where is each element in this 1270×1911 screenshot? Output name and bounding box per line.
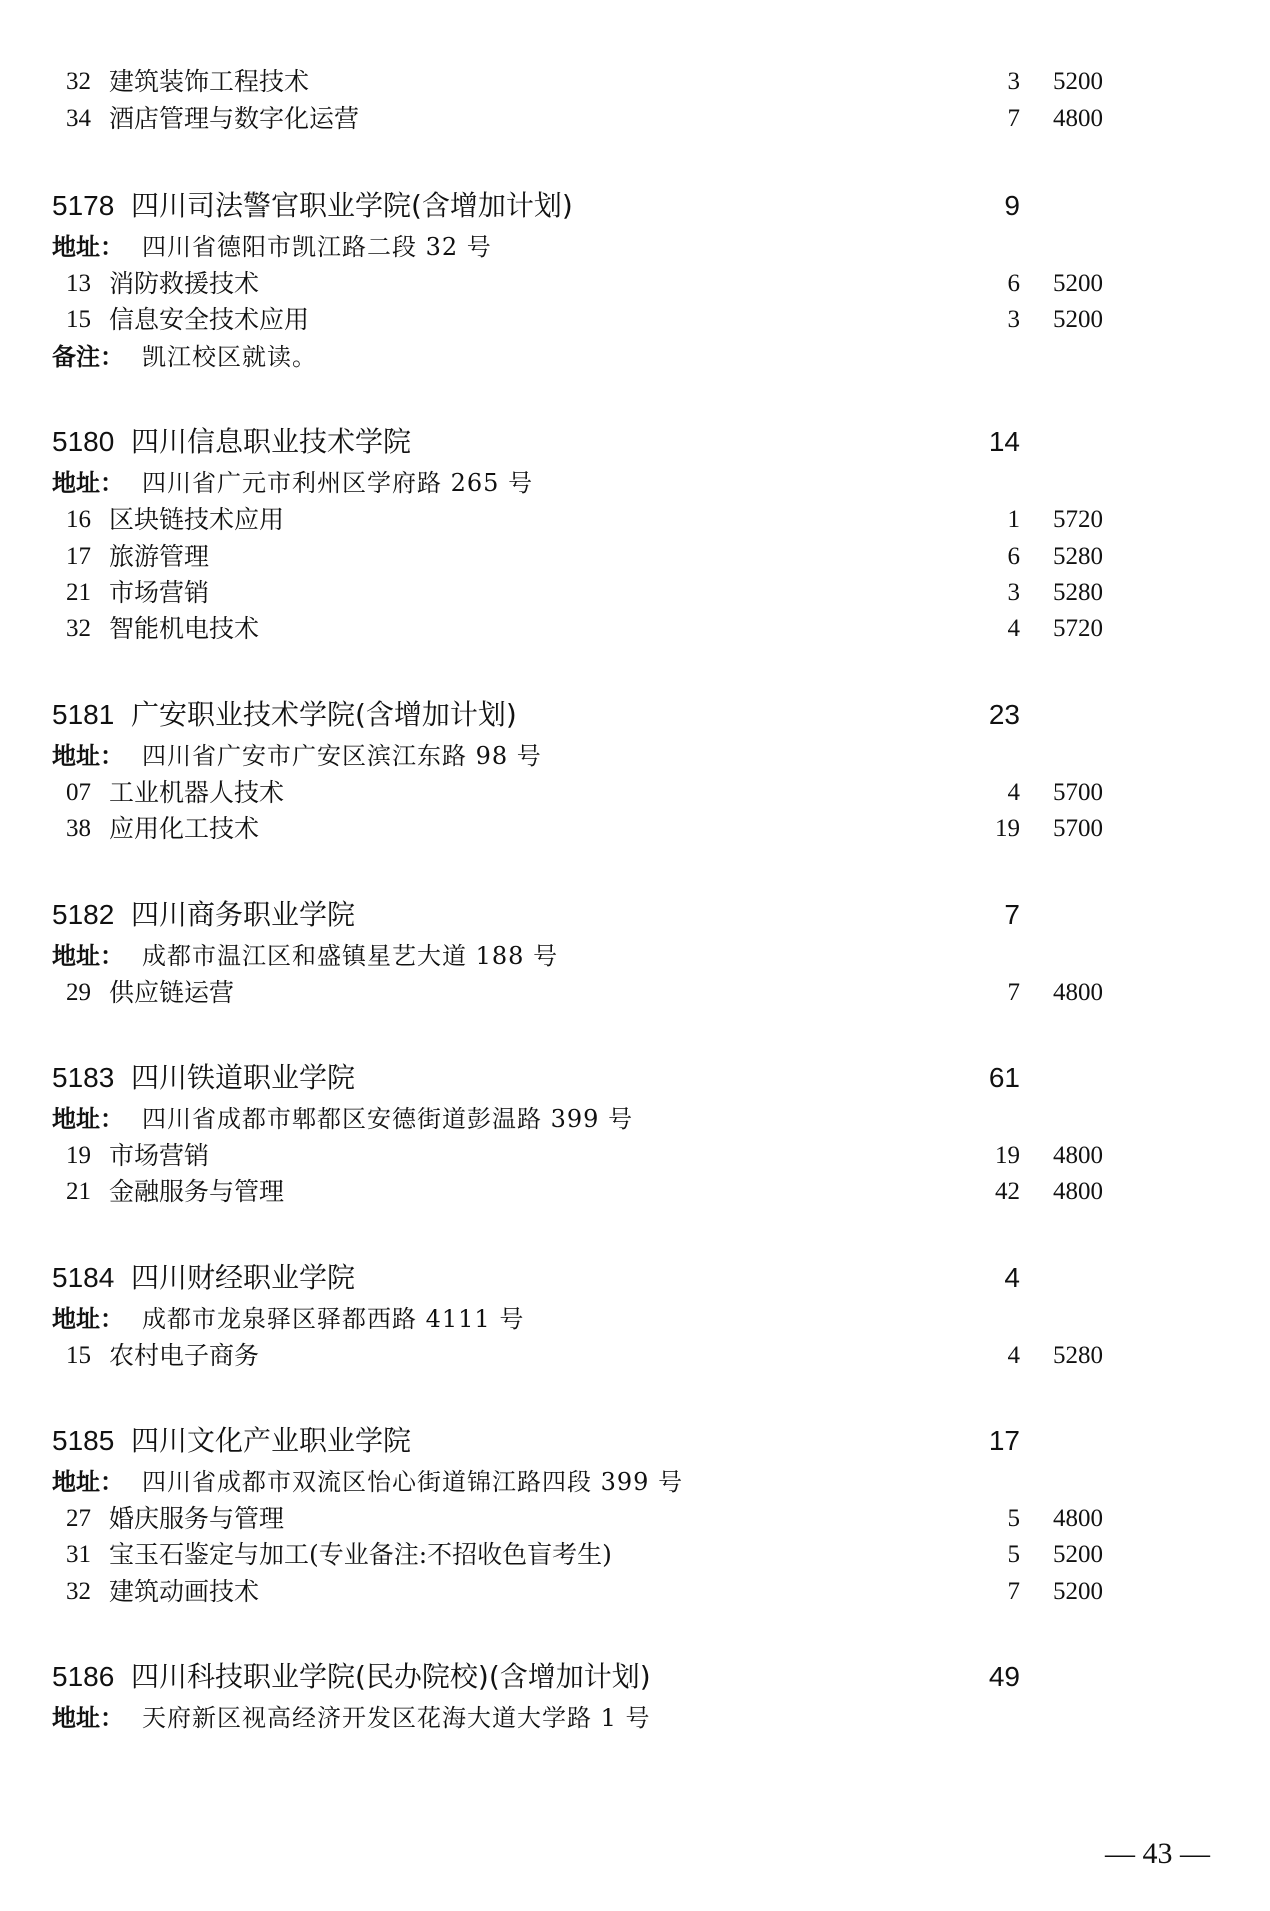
major-count: 1: [1007, 506, 1020, 533]
address-row: [0, 1700, 1270, 1736]
major-count: 7: [1007, 979, 1020, 1006]
address-label: 地址：: [52, 1305, 124, 1333]
major-name: 婚庆服务与管理: [109, 1504, 285, 1533]
address-value: 四川省广元市利州区学府路 265 号: [142, 469, 534, 497]
school-total: 61: [988, 1062, 1020, 1093]
major-count: 4: [1007, 1342, 1020, 1369]
major-fee: 4800: [1053, 1178, 1103, 1205]
address-row: [0, 1301, 1270, 1337]
major-row: [0, 502, 1270, 538]
major-row: [0, 775, 1270, 811]
major-code: 21: [66, 1178, 91, 1205]
major-count: 3: [1007, 68, 1020, 95]
school-header: [0, 1657, 1270, 1697]
major-row: [0, 1537, 1270, 1573]
major-code: 31: [66, 1541, 91, 1568]
major-row: [0, 539, 1270, 575]
major-count: 42: [995, 1178, 1020, 1205]
address-value: 天府新区视高经济开发区花海大道大学路 1 号: [142, 1704, 651, 1732]
major-fee: 5280: [1053, 579, 1103, 606]
school-name: 四川司法警官职业学院(含增加计划): [131, 189, 573, 222]
major-name: 建筑装饰工程技术: [109, 67, 310, 96]
school-header: [0, 1258, 1270, 1298]
major-fee: 5280: [1053, 1342, 1103, 1369]
major-fee: 5200: [1053, 1578, 1103, 1605]
major-fee: 5200: [1053, 270, 1103, 297]
major-count: 19: [995, 1142, 1020, 1169]
school-total: 4: [1004, 1262, 1020, 1293]
major-name: 建筑动画技术: [109, 1577, 260, 1606]
major-code: 32: [66, 68, 91, 95]
major-row: [0, 611, 1270, 647]
school-header: [0, 895, 1270, 935]
major-fee: 5720: [1053, 506, 1103, 533]
major-name: 供应链运营: [109, 978, 235, 1007]
major-count: 3: [1007, 306, 1020, 333]
address-label: 地址：: [52, 469, 124, 497]
address-value: 成都市龙泉驿区驿都西路 4111 号: [142, 1305, 525, 1333]
major-row: [0, 811, 1270, 847]
address-label: 地址：: [52, 1468, 124, 1496]
major-name: 区块链技术应用: [109, 505, 285, 534]
address-row: [0, 465, 1270, 501]
address-value: 四川省广安市广安区滨江东路 98 号: [142, 742, 542, 770]
address-row: [0, 1101, 1270, 1137]
address-value: 四川省成都市郫都区安德街道彭温路 399 号: [142, 1105, 634, 1133]
school-total: 9: [1004, 190, 1020, 221]
major-name: 应用化工技术: [109, 814, 260, 843]
major-fee: 4800: [1053, 979, 1103, 1006]
address-value: 四川省德阳市凯江路二段 32 号: [142, 233, 492, 261]
school-code: 5181: [52, 699, 115, 730]
major-row: [0, 1338, 1270, 1374]
note-value: 凯江校区就读。: [142, 343, 317, 371]
major-name: 消防救援技术: [109, 269, 260, 298]
major-fee: 4800: [1053, 1142, 1103, 1169]
major-fee: 4800: [1053, 105, 1103, 132]
school-name: 广安职业技术学院(含增加计划): [131, 698, 517, 731]
school-total: 14: [988, 426, 1020, 457]
major-code: 32: [66, 615, 91, 642]
major-count: 5: [1007, 1541, 1020, 1568]
address-row: [0, 229, 1270, 265]
major-code: 16: [66, 506, 91, 533]
major-row: [0, 64, 1270, 100]
major-fee: 5700: [1053, 779, 1103, 806]
major-count: 4: [1007, 779, 1020, 806]
school-header: [0, 695, 1270, 735]
address-label: 地址：: [52, 1105, 124, 1133]
major-row: [0, 302, 1270, 338]
major-count: 19: [995, 815, 1020, 842]
school-header: [0, 186, 1270, 226]
major-row: [0, 1574, 1270, 1610]
major-fee: 5280: [1053, 543, 1103, 570]
major-count: 7: [1007, 1578, 1020, 1605]
address-row: [0, 938, 1270, 974]
major-fee: 5200: [1053, 68, 1103, 95]
major-name: 宝玉石鉴定与加工(专业备注:不招收色盲考生): [109, 1540, 612, 1569]
major-row: [0, 1138, 1270, 1174]
school-total: 17: [988, 1425, 1020, 1456]
major-code: 34: [66, 105, 91, 132]
major-row: [0, 101, 1270, 137]
school-header: [0, 422, 1270, 462]
note-label: 备注：: [52, 343, 124, 371]
school-total: 49: [988, 1661, 1020, 1692]
major-fee: 4800: [1053, 1505, 1103, 1532]
major-row: [0, 975, 1270, 1011]
major-code: 07: [66, 779, 91, 806]
major-name: 酒店管理与数字化运营: [109, 104, 360, 133]
school-name: 四川文化产业职业学院: [131, 1424, 412, 1457]
major-name: 市场营销: [109, 578, 210, 607]
school-code: 5183: [52, 1062, 115, 1093]
school-code: 5182: [52, 899, 115, 930]
address-label: 地址：: [52, 233, 124, 261]
major-name: 信息安全技术应用: [109, 305, 310, 334]
school-name: 四川信息职业技术学院: [131, 425, 412, 458]
major-count: 4: [1007, 615, 1020, 642]
major-count: 3: [1007, 579, 1020, 606]
page-number: — 43 —: [1105, 1837, 1210, 1870]
major-name: 市场营销: [109, 1141, 210, 1170]
school-header: [0, 1058, 1270, 1098]
school-code: 5180: [52, 426, 115, 457]
address-row: [0, 1464, 1270, 1500]
major-count: 7: [1007, 105, 1020, 132]
school-total: 7: [1004, 899, 1020, 930]
major-fee: 5700: [1053, 815, 1103, 842]
school-code: 5185: [52, 1425, 115, 1456]
major-name: 农村电子商务: [109, 1341, 260, 1370]
major-code: 17: [66, 543, 91, 570]
address-value: 成都市温江区和盛镇星艺大道 188 号: [142, 942, 559, 970]
note-row: [0, 339, 1270, 375]
major-code: 15: [66, 306, 91, 333]
major-row: [0, 575, 1270, 611]
major-code: 38: [66, 815, 91, 842]
major-code: 13: [66, 270, 91, 297]
major-code: 19: [66, 1142, 91, 1169]
major-fee: 5720: [1053, 615, 1103, 642]
major-fee: 5200: [1053, 306, 1103, 333]
school-name: 四川铁道职业学院: [131, 1061, 356, 1094]
school-header: [0, 1421, 1270, 1461]
address-label: 地址：: [52, 942, 124, 970]
major-code: 15: [66, 1342, 91, 1369]
major-code: 32: [66, 1578, 91, 1605]
major-count: 6: [1007, 270, 1020, 297]
major-code: 29: [66, 979, 91, 1006]
major-row: [0, 1501, 1270, 1537]
major-row: [0, 1174, 1270, 1210]
major-code: 27: [66, 1505, 91, 1532]
school-name: 四川商务职业学院: [131, 898, 356, 931]
school-name: 四川科技职业学院(民办院校)(含增加计划): [131, 1660, 651, 1693]
address-row: [0, 738, 1270, 774]
major-name: 工业机器人技术: [109, 778, 285, 807]
school-name: 四川财经职业学院: [131, 1261, 356, 1294]
major-count: 5: [1007, 1505, 1020, 1532]
address-value: 四川省成都市双流区怡心街道锦江路四段 399 号: [142, 1468, 684, 1496]
major-name: 旅游管理: [109, 542, 210, 571]
major-code: 21: [66, 579, 91, 606]
major-name: 智能机电技术: [109, 614, 260, 643]
school-code: 5184: [52, 1262, 115, 1293]
major-row: [0, 266, 1270, 302]
major-fee: 5200: [1053, 1541, 1103, 1568]
major-count: 6: [1007, 543, 1020, 570]
major-name: 金融服务与管理: [109, 1177, 285, 1206]
school-total: 23: [988, 699, 1020, 730]
school-code: 5186: [52, 1661, 115, 1692]
school-code: 5178: [52, 190, 115, 221]
address-label: 地址：: [52, 742, 124, 770]
address-label: 地址：: [52, 1704, 124, 1732]
